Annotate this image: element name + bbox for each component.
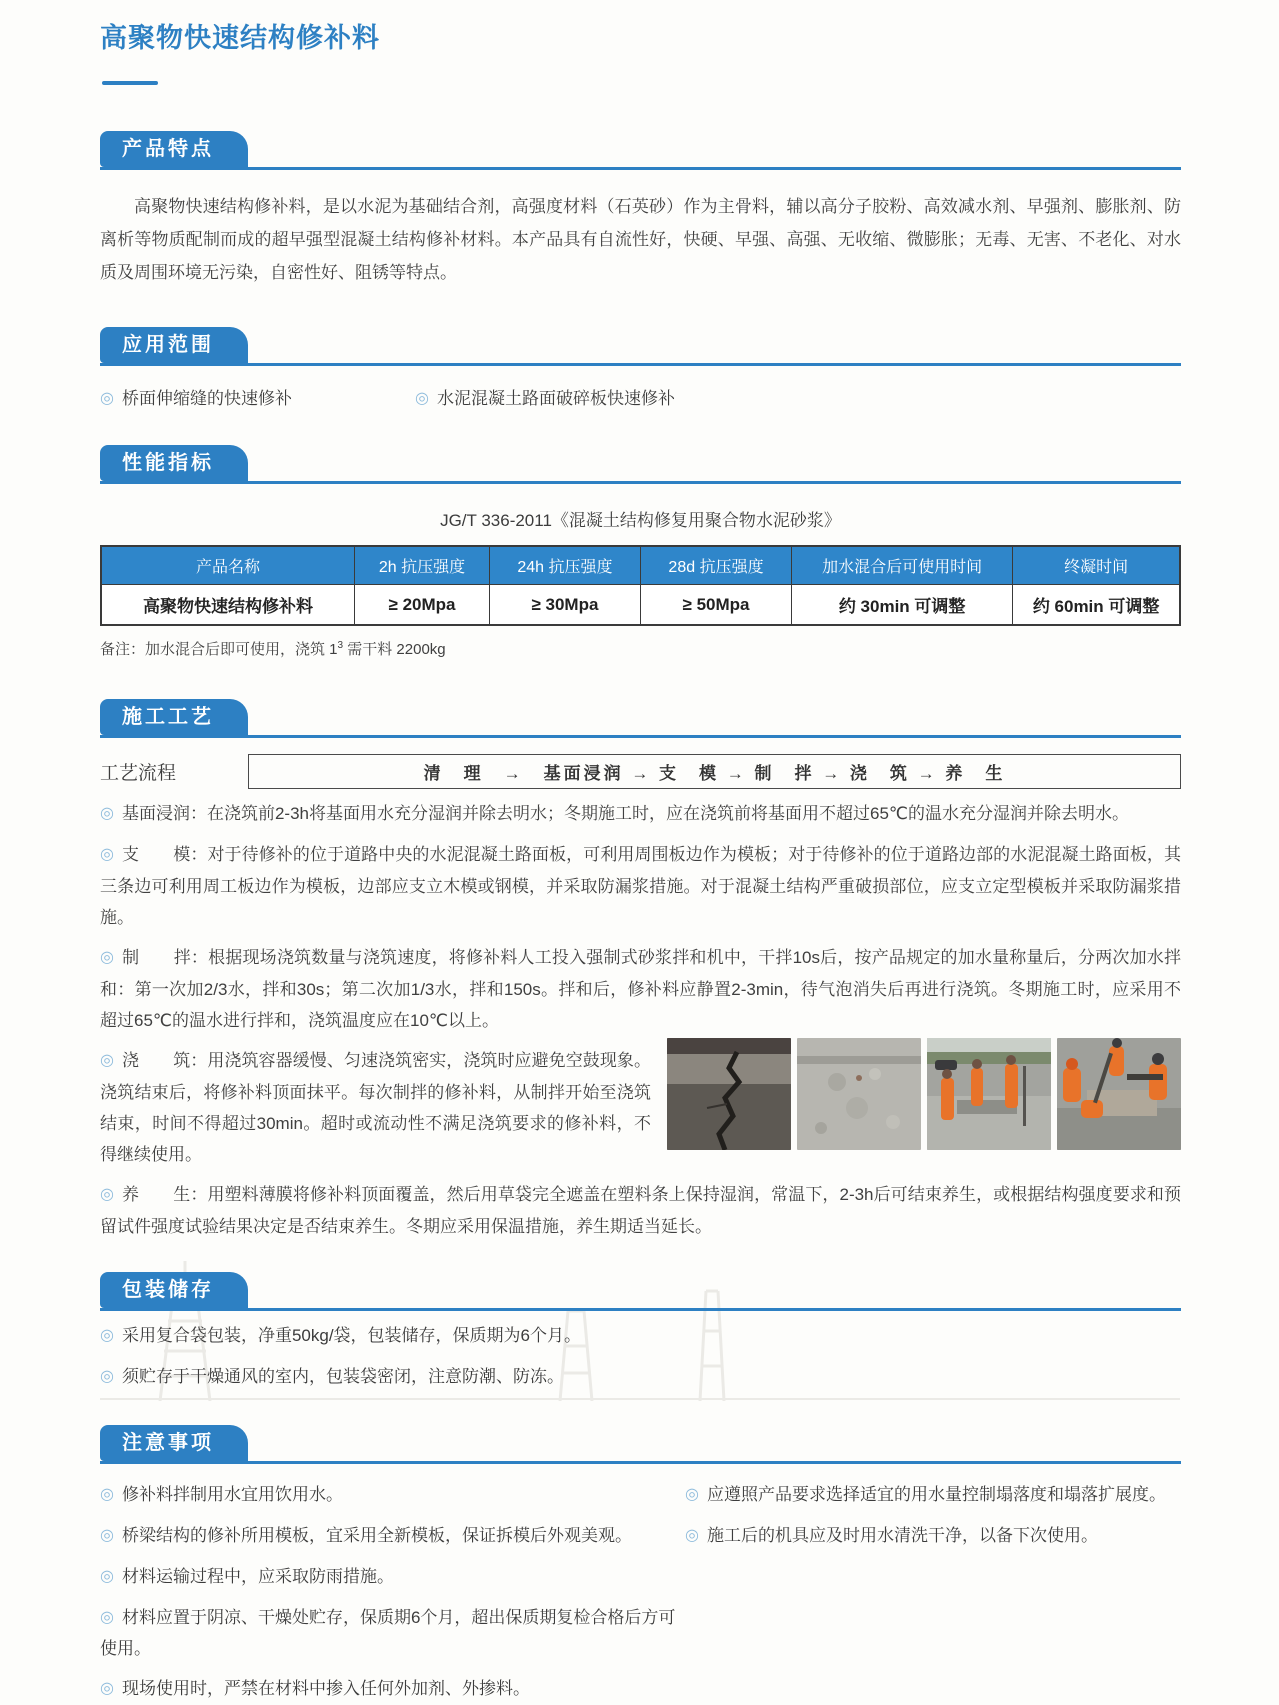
table-cell: 高聚物快速结构修补料	[101, 585, 355, 626]
table-header-cell: 28d 抗压强度	[640, 546, 791, 585]
note-text: 修补料拌制用水宜用饮用水。	[121, 1485, 343, 1504]
list-item	[100, 1674, 685, 1705]
title-underline-dash	[102, 81, 158, 85]
process-flow-box: 清 理 → 基面浸润 → 支 模 → 制 拌 → 浇 筑 → 养 生	[248, 754, 1181, 789]
table-cell: ≥ 30Mpa	[489, 585, 640, 626]
ring-bullet-icon: ◎	[685, 1486, 699, 1503]
footnote-text: 需干料 2200kg	[343, 641, 446, 658]
table-cell: 约 30min 可调整	[792, 585, 1013, 626]
table-row	[101, 585, 1180, 626]
footnote-superscript: 3	[337, 640, 344, 651]
performance-table	[100, 545, 1181, 626]
standard-reference: JG/T 336-2011《混凝土结构修复用聚合物水泥砂浆》	[440, 511, 841, 530]
packaging-list	[100, 1321, 1181, 1393]
construction-step	[100, 1179, 1181, 1242]
note-text: 现场使用时，严禁在材料中掺入任何外加剂、外掺料。	[121, 1679, 530, 1698]
list-item	[100, 1562, 685, 1593]
note-text: 材料应置于阴凉、干燥处贮存，保质期6个月，超出保质期复检合格后方可使用。	[100, 1608, 676, 1658]
table-header-cell: 产品名称	[101, 546, 355, 585]
construction-photo-strip	[667, 1038, 1181, 1150]
table-header-cell: 终凝时间	[1013, 546, 1180, 585]
ring-bullet-icon: ◎	[100, 390, 114, 407]
photo-workers-placing-repair-material	[1057, 1038, 1181, 1150]
table-header-cell: 加水混合后可使用时间	[792, 546, 1013, 585]
section-tab-construction: 施工工艺	[100, 699, 248, 735]
list-item	[685, 1480, 1181, 1511]
construction-step	[100, 839, 1181, 933]
ring-bullet-icon: ◎	[100, 805, 114, 822]
list-item	[685, 1521, 1181, 1552]
construction-step	[100, 798, 1181, 830]
ring-bullet-icon: ◎	[100, 1609, 114, 1626]
section-header-features	[100, 131, 1181, 170]
step-text: 制 拌：根据现场浇筑数量与浇筑速度，将修补料人工投入强制式砂浆拌和机中，干拌10s后，按产品规定的加水量称量后，分两次加水拌和：第一次加2/3水，拌和30s；第二次加1/3水，拌和150s。拌和后，修补料应静置2-3min，待气泡消失后再进行浇筑。冬期施工时，应采用不超过65℃的温水进行拌和，浇筑温度应在10℃以上。	[100, 948, 1181, 1030]
step-text: 基面浸润：在浇筑前2-3h将基面用水充分湿润并除去明水；冬期施工时，应在浇筑前将基面用不超过65℃的温水充分湿润并除去明水。	[121, 804, 1129, 823]
table-cell: ≥ 50Mpa	[640, 585, 791, 626]
ring-bullet-icon: ◎	[100, 1527, 114, 1544]
section-header-performance	[100, 445, 1181, 484]
ring-bullet-icon: ◎	[100, 1368, 114, 1385]
ring-bullet-icon: ◎	[100, 1052, 115, 1069]
table-header-cell: 2h 抗压强度	[355, 546, 490, 585]
list-item	[100, 1321, 1181, 1352]
section-tab-features: 产品特点	[100, 131, 248, 167]
notes-right-column	[685, 1470, 1181, 1552]
table-cell: ≥ 20Mpa	[355, 585, 490, 626]
photo-damaged-concrete-surface	[797, 1038, 921, 1150]
footnote-text: 备注：加水混合后即可使用，浇筑 1	[100, 641, 338, 658]
note-text: 施工后的机具应及时用水清洗干净，以备下次使用。	[706, 1526, 1098, 1545]
section-header-construction	[100, 699, 1181, 738]
section-header-notes	[100, 1425, 1181, 1464]
packaging-text: 采用复合袋包装，净重50kg/袋，包装储存，保质期为6个月。	[121, 1326, 582, 1345]
section-tab-applications: 应用范围	[100, 327, 248, 363]
list-item	[100, 1362, 1181, 1393]
packaging-text: 须贮存于干燥通风的室内，包装袋密闭，注意防潮、防冻。	[121, 1367, 564, 1386]
applications-list	[100, 384, 1181, 409]
notes-list	[100, 1470, 1181, 1705]
table-cell: 约 60min 可调整	[1013, 585, 1180, 626]
note-text: 材料运输过程中，应采取防雨措施。	[121, 1567, 394, 1586]
list-item	[100, 1521, 685, 1552]
ring-bullet-icon: ◎	[415, 390, 429, 407]
ring-bullet-icon: ◎	[100, 1486, 114, 1503]
process-flow-row	[100, 754, 1181, 789]
process-flow-label: 工艺流程	[100, 763, 177, 784]
application-text: 水泥混凝土路面破碎板快速修补	[436, 389, 675, 408]
features-paragraph: 高聚物快速结构修补料，是以水泥为基础结合剂，高强度材料（石英砂）作为主骨料，辅以高分子胶粉、高效减水剂、早强剂、膨胀剂、防离析等物质配制而成的超早强型混凝土结构修补材料。本产品具有自流性好，快硬、早强、高强、无收缩、微膨胀；无毒、无害、不老化、对水质及周围环境无污染，自密性好、阻锈等特点。	[100, 197, 1181, 282]
photo-cracked-pavement	[667, 1038, 791, 1150]
ring-bullet-icon: ◎	[100, 1186, 115, 1203]
construction-step	[100, 942, 1181, 1036]
list-item	[100, 1480, 685, 1511]
ring-bullet-icon: ◎	[100, 1680, 114, 1697]
list-item	[100, 384, 415, 409]
ring-bullet-icon: ◎	[100, 1568, 114, 1585]
table-header-cell: 24h 抗压强度	[489, 546, 640, 585]
page-title: 高聚物快速结构修补料	[100, 23, 380, 53]
ring-bullet-icon: ◎	[100, 846, 115, 863]
application-text: 桥面伸缩缝的快速修补	[121, 389, 292, 408]
notes-left-column	[100, 1470, 685, 1705]
section-tab-performance: 性能指标	[100, 445, 248, 481]
ring-bullet-icon: ◎	[100, 1327, 114, 1344]
list-item	[415, 384, 675, 409]
ring-bullet-icon: ◎	[100, 949, 115, 966]
section-tab-packaging: 包装储存	[100, 1272, 248, 1308]
list-item	[100, 1603, 685, 1664]
note-text: 应遵照产品要求选择适宜的用水量控制塌落度和塌落扩展度。	[706, 1485, 1166, 1504]
step-text: 支 模：对于待修补的位于道路中央的水泥混凝土路面板，可利用周围板边作为模板；对于待修补的位于道路边部的水泥混凝土路面板，其三条边可利用周工板边作为模板，边部应支立木模或钢模，并采取防漏浆措施。对于混凝土结构严重破损部位，应支立定型模板并采取防漏浆措施。	[100, 845, 1181, 927]
table-header-row	[101, 546, 1180, 585]
section-header-packaging	[100, 1272, 1181, 1311]
step-text: 养 生：用塑料薄膜将修补料顶面覆盖，然后用草袋完全遮盖在塑料条上保持湿润，常温下，2-3h后可结束养生，或根据结构强度要求和预留试件强度试验结果决定是否结束养生。冬期应采用保温措施，养生期适当延长。	[100, 1185, 1181, 1236]
table-footnote	[100, 638, 1181, 659]
section-header-applications	[100, 327, 1181, 366]
ring-bullet-icon: ◎	[685, 1527, 699, 1544]
section-tab-notes: 注意事项	[100, 1425, 248, 1461]
note-text: 桥梁结构的修补所用模板，宜采用全新模板，保证拆模后外观美观。	[121, 1526, 632, 1545]
photo-workers-repairing-road	[927, 1038, 1051, 1150]
step-text: 浇 筑：用浇筑容器缓慢、匀速浇筑密实，浇筑时应避免空鼓现象。浇筑结束后，将修补料顶面抹平。每次制拌的修补料，从制拌开始至浇筑结束，时间不得超过30min。超时或流动性不满足浇筑要求的修补料，不得继续使用。	[100, 1051, 651, 1164]
